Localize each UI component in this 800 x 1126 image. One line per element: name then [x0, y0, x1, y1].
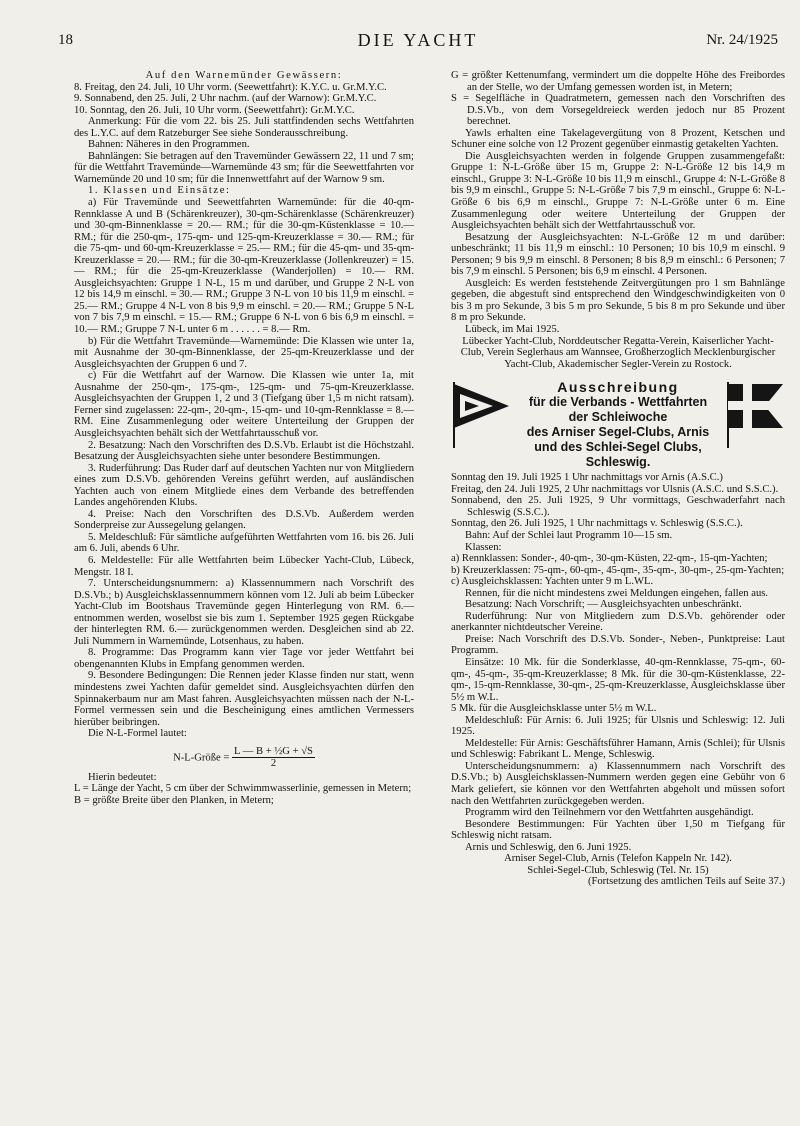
paragraph: Lübeck, im Mai 1925. [465, 324, 560, 336]
banner-title-line-2: für die Verbands - Wettfahrten [528, 395, 708, 410]
formula-lhs: N-L-Größe = [173, 752, 230, 764]
magazine-title: DIE YACHT [357, 30, 479, 50]
page-number: 18 [58, 32, 73, 48]
paragraph: 5. Meldeschluß: Für sämtliche aufgeführten Wettfahrten vom 16. bis 26. Juli am 6. Juli, abends 6 Uhr. [74, 531, 414, 555]
paragraph: Lübecker Yacht-Club, Norddeutscher Regatta-Verein, Kaiserlicher Yacht-Club, Verein Seglerhaus am Wannsee, Großherzoglich Mecklenburgischer Yacht-Club, Akademischer Segler-Verein zu Rostock. [460, 335, 776, 370]
paragraph: Auf den Warnemünder Gewässern: [145, 70, 343, 81]
announcement-paragraph: Arniser Segel-Club, Arnis (Telefon Kappeln Nr. 142). [504, 853, 732, 865]
announcement-paragraph: Schlei-Segel-Club, Schleswig (Tel. Nr. 15) [527, 864, 709, 876]
announcement-paragraph: Sonnabend, den 25. Juli 1925, 9 Uhr vormittags, Geschwaderfahrt nach Schleswig (S.S.C.). [451, 495, 785, 518]
left-column [74, 70, 414, 806]
paragraph: 8. Programme: Das Programm kann vier Tage vor jeder Wettfahrt bei obengenannten Klubs in Empfang genommen werden. [74, 647, 414, 670]
running-header [58, 30, 778, 56]
announcement-paragraph: Arnis und Schleswig, den 6. Juni 1925. [465, 841, 632, 853]
announcement-paragraph: a) Rennklassen: Sonder-, 40-qm-, 30-qm-Küsten, 22-qm-, 15-qm-Yachten; [451, 553, 768, 565]
announcement-paragraph: Unterscheidungsnummern: a) Klassennummern nach Vorschrift des D.S.Vb.; b) Ausgleichsklassen-Nummern werden gegen eine Gebühr von 6 Mark geliefert, sie können vor den Wettfahrten abgeholt und müssen sofort nach den Wettfahrten zurückgegeben werden. [451, 760, 785, 807]
announcement-paragraph: Meldestelle: Für Arnis: Geschäftsführer Hamann, Arnis (Schlei); für Ulsnis und Schleswig: Fabrikant L. Menge, Schleswig. [451, 737, 785, 761]
announcement-paragraph: Preise: Nach Vorschrift des D.S.Vb. Sonder-, Neben-, Punktpreise: Laut Programm. [451, 633, 785, 657]
paragraph: 10. Sonntag, den 26. Juli, 10 Uhr vorm. (Seewettfahrt): Gr.M.Y.C. [74, 104, 355, 116]
right-column [451, 70, 785, 888]
banner-title-line-1: Ausschreibung [557, 379, 679, 396]
announcement-paragraph: Meldeschluß: Für Arnis: 6. Juli 1925; für Ulsnis und Schleswig: 12. Juli 1925. [451, 714, 785, 738]
paragraph: 4. Preise: Nach den Vorschriften des D.S.Vb. Außerdem werden Sonderpreise zur Aussegelung gelangen. [74, 508, 414, 532]
right-column-body [451, 70, 785, 370]
announcement-paragraph: Sonntag, den 26. Juli 1925, 1 Uhr nachmittags v. Schleswig (S.S.C.). [451, 518, 743, 530]
banner-title-line-4: des Arniser Segel-Clubs, Arnis [526, 425, 710, 440]
paragraph: 9. Sonnabend, den 25. Juli, 2 Uhr nachm. (auf der Warnow): Gr.M.Y.C. [74, 93, 377, 105]
paragraph: Bahnen: Näheres in den Programmen. [88, 139, 250, 151]
formula-numerator: L — B + ½G + √S [234, 745, 313, 757]
announcement-paragraph: Klassen: [465, 541, 502, 553]
paragraph: G = größter Kettenumfang, vermindert um die doppelte Höhe des Freibordes an der Stelle, wo der Umfang gemessen worden ist, in Metern; [451, 70, 785, 93]
left-column-body [74, 70, 414, 740]
paragraph: Bahnlängen: Sie betragen auf den Travemünder Gewässern 22, 11 und 7 sm; für die Wettfahrt Travemünde—Warnemünde 43 sm; für die Seewettfahrten vor Warnemünde 20 und 10 sm; für die Innenwettfahrt auf der Warnow 9 sm. [74, 150, 414, 185]
paragraph: 8. Freitag, den 24. Juli, 10 Uhr vorm. (Seewettfahrt): K.Y.C. u. Gr.M.Y.C. [74, 81, 387, 93]
definition-item: L = Länge der Yacht, 5 cm über der Schwimmwasserlinie, gemessen in Metern; [74, 783, 412, 795]
arnis-club-pennant-icon [451, 382, 511, 448]
announcement-paragraph: 5 Mk. für die Ausgleichsklasse unter 5½ m W.L. [451, 703, 657, 715]
announcement-paragraph: Freitag, den 24. Juli 1925, 2 Uhr nachmittags vor Ulsnis (A.S.C. und S.S.C.). [451, 483, 779, 495]
schleswig-club-burgee-icon [725, 382, 785, 448]
banner-title-line-5: und des Schlei-Segel Clubs, Schleswig. [534, 440, 702, 470]
paragraph: 6. Meldestelle: Für alle Wettfahrten beim Lübecker Yacht-Club, Lübeck, Mengstr. 18 I. [74, 554, 414, 578]
announcement-paragraph: Rennen, für die nicht mindestens zwei Meldungen eingehen, fallen aus. [465, 587, 769, 599]
schleiwoche-announcement-banner [451, 376, 785, 468]
definition-item: B = größte Breite über den Planken, in Metern; [74, 794, 274, 806]
announcement-paragraph: Ruderführung: Nur von Mitgliedern zum D.S.Vb. gehörender oder anerkannter nichtdeutscher Vereine. [451, 610, 785, 634]
paragraph: Die Ausgleichsyachten werden in folgende Gruppen zusammengefaßt: Gruppe 1: N-L-Größe über 15 m, Gruppe 2: N-L-Größe 12 bis 14,9 m einschl., Gruppe 3: N-L-Größe 10 bis 11,9 m einschl., Gruppe 4: N-L-Größe 8 bis 9,9 m einschl., Gruppe 5: N-L-Größe 7 bis 7,9 m einschl., Gruppe 6: N-L-Größe 6 bis 6,9 m einschl., Gruppe 7: N-L-Größe unter 6 m. Eine Zusammenlegung oder weitere Unterteilung der Gruppen der Ausgleichsyachten behält sich der Wettfahrtausschuß vor. [451, 150, 785, 232]
paragraph: Die N-L-Formel lautet: [88, 728, 187, 740]
announcement-paragraph: Besondere Bestimmungen: Für Yachten über 1,50 m Tiefgang für Schleswig nicht ratsam. [451, 818, 785, 842]
paragraph: 7. Unterscheidungsnummern: a) Klassennummern nach Vorschrift des D.S.Vb.; b) Ausgleichsklassennummern können vom 12. Juli ab beim Lübecker Yacht-Club im Bootshaus Travemünde gegen Hinterlegung von RM. 6.— entnommen werden, woselbst sie bis zum 1. September 1925 gegen Rückgabe der hinterlegten RM. 6.— zurückgenommen werden. Desgleichen sind ab 22. Juli Nummern in Warnemünde, Lotsenhaus, zu haben. [74, 578, 414, 647]
announcement-paragraph: Einsätze: 10 Mk. für die Sonderklasse, 40-qm-Rennklasse, 75-qm-, 60-qm-, 45-qm-, 35-qm-Kreuzerklasse; 8 Mk. für die 30-qm-Küstenklasse, 22-qm-, 15-qm-Rennklasse, 30-qm-, 25-qm-Kreuzerklasse, Ausgleichsklasse über 5½ m W.L. [451, 656, 785, 703]
schleiwoche-announcement-body [451, 472, 785, 876]
definition-item: Hierin bedeutet: [88, 771, 157, 783]
formula-fraction [232, 746, 315, 770]
issue-number: Nr. 24/1925 [706, 32, 778, 48]
announcement-paragraph: Besatzung: Nach Vorschrift; — Ausgleichsyachten unbeschränkt. [465, 599, 742, 611]
banner-title [515, 380, 721, 470]
announcement-paragraph: Programm wird den Teilnehmern vor den Wettfahrten ausgehändigt. [465, 807, 754, 819]
paragraph: S = Segelfläche in Quadratmetern, gemessen nach den Vorschriften des D.S.Vb., von dem Vorsegeldreieck werden jedoch nur 85 Prozent berechnet. [451, 93, 785, 128]
paragraph: 2. Besatzung: Nach den Vorschriften des D.S.Vb. Erlaubt ist die Höchstzahl. Besatzung der Ausgleichsyachten siehe unter besondere Bestimmungen. [74, 439, 414, 463]
paragraph: Ausgleich: Es werden feststehende Zeitvergütungen pro 1 sm Bahnlänge gegeben, die abgestuft sind entsprechend den Windgeschwindigkeiten von 0 bis 3 m pro Sekunde, 3 bis 5 m pro Sekunde, 5 bis 8 m pro Sekunde und über 8 m pro Sekunde. [451, 277, 785, 324]
continuation-note: (Fortsetzung des amtlichen Teils auf Seite 37.) [587, 876, 785, 888]
paragraph: Yawls erhalten eine Takelagevergütung von 8 Prozent, Ketschen und Schuner eine solche von 12 Prozent gegenüber einmastig getakelten Yachten. [451, 127, 785, 151]
banner-title-line-3: der Schleiwoche [568, 410, 668, 425]
paragraph: Besatzung der Ausgleichsyachten: N-L-Größe 12 m und darüber: unbeschränkt; 11 bis 11,9 m einschl.: 10 Personen; 10 bis 10,9 m einschl. 9 Personen; 9 bis 9,9 m einschl. 8 Personen; 8 bis 8,9 m einschl.: 6 Personen; 7 bis 7,9 m einschl. 5 Personen; bis 6,9 m einschl. 4 Personen. [451, 231, 785, 278]
formula-denominator: 2 [270, 758, 277, 770]
paragraph: 1. Klassen und Einsätze: [88, 185, 231, 197]
paragraph: b) Für die Wettfahrt Travemünde—Warnemünde: Die Klassen wie unter 1a, mit Ausnahme der 30-qm-Binnenklasse, der 25-qm-Kreuzerklasse und der Ausgleichsyachten der Gruppen 6 und 7. [74, 335, 414, 370]
paragraph: a) Für Travemünde und Seewettfahrten Warnemünde: für die 40-qm-Rennklasse A und B (Schärenkreuzer), 30-qm-Schärenklasse (Schärenkreuzer) und 30-qm-Binnenklasse = 20.— RM.; für die 30-qm-Küstenklasse = 10.— RM.; für die 250-qm-, 175-qm- und 125-qm-Kreuzerklasse = 30.— RM.; für die 75-qm- und 60-qm-Kreuzerklasse = 25.— RM.; für die 45-qm- und 35-qm-Kreuzerklasse = 20.— RM.; für die 30-qm-Kreuzerklasse (Jollenkreuzer) = 15.— RM.; für die 25-qm-Kreuzerklasse (Wanderjollen) = 10.— RM. Ausgleichsyachten: Gruppe 1 N-L, 15 m und darüber, und Gruppe 2 N-L von 12 bis 14,9 m einschl. = 30.— RM.; Gruppe 3 N-L von 10 bis 11,9 m einschl. = 25.— RM.; Gruppe 4 N-L von 8 bis 9,9 m einschl. = 20.— RM.; Gruppe 5 N-L von 7 bis 7,9 m einschl. = 15.— RM.; Gruppe 6 N-L von 6 bis 6,9 m einschl. = 10.— RM.; Gruppe 7 N-L unter 6 m . . . . . . = 8.— Rm. [74, 197, 414, 336]
nl-formula [74, 746, 414, 770]
announcement-paragraph: Sonntag den 19. Juli 1925 1 Uhr nachmittags vor Arnis (A.S.C.) [451, 472, 723, 484]
left-column-definitions [74, 772, 414, 807]
announcement-paragraph: c) Ausgleichsklassen: Yachten unter 9 m L.WL. [451, 576, 654, 588]
paragraph: c) Für die Wettfahrt auf der Warnow. Die Klassen wie unter 1a, mit Ausnahme der 250-qm-, 175-qm-, 125-qm- und 75-qm-Kreuzerklasse. Ausgleichsyachten der Gruppen 1, 2 und 3 (Tiefgang über 1,5 m nicht ratsam). Ferner sind zugelassen: 22-qm-, 20-qm-, 15-qm- und 10-qm-Rennklasse = 8.— RM. Eine Zusammenlegung oder weitere Unterteilung der Gruppen der Ausgleichsyachten behält sich der Wettfahrtausschuß vor. [74, 370, 414, 439]
announcement-paragraph: Bahn: Auf der Schlei laut Programm 10—15 sm. [465, 529, 673, 541]
paragraph: 9. Besondere Bedingungen: Die Rennen jeder Klasse finden nur statt, wenn mindestens zwei Yachten dafür gemeldet sind. Ausgleichsyachten dürfen den Spinnakerbaum nur am Mast fahren. Ausgleichsyachten müssen nach der N-L-Formel vermessen sein und die Bescheinigung eines amtlichen Vermessers hierüber beibringen. [74, 670, 414, 728]
announcement-paragraph: b) Kreuzerklassen: 75-qm-, 60-qm-, 45-qm-, 35-qm-, 30-qm-, 25-qm-Yachten; [451, 564, 785, 576]
paragraph: 3. Ruderführung: Das Ruder darf auf deutschen Yachten nur von Mitgliedern eines zum D.S.Vb. gehörenden Vereins geführt werden, auf ausländischen Yachten auch von einem Mitgliede eines dem Verbande des betreffenden Landes angehörenden Klubs. [74, 462, 414, 509]
paragraph: Anmerkung: Für die vom 22. bis 25. Juli stattfindenden sechs Wettfahrten des L.Y.C. auf dem Ratzeburger See siehe Sonderausschreibung. [74, 116, 414, 139]
